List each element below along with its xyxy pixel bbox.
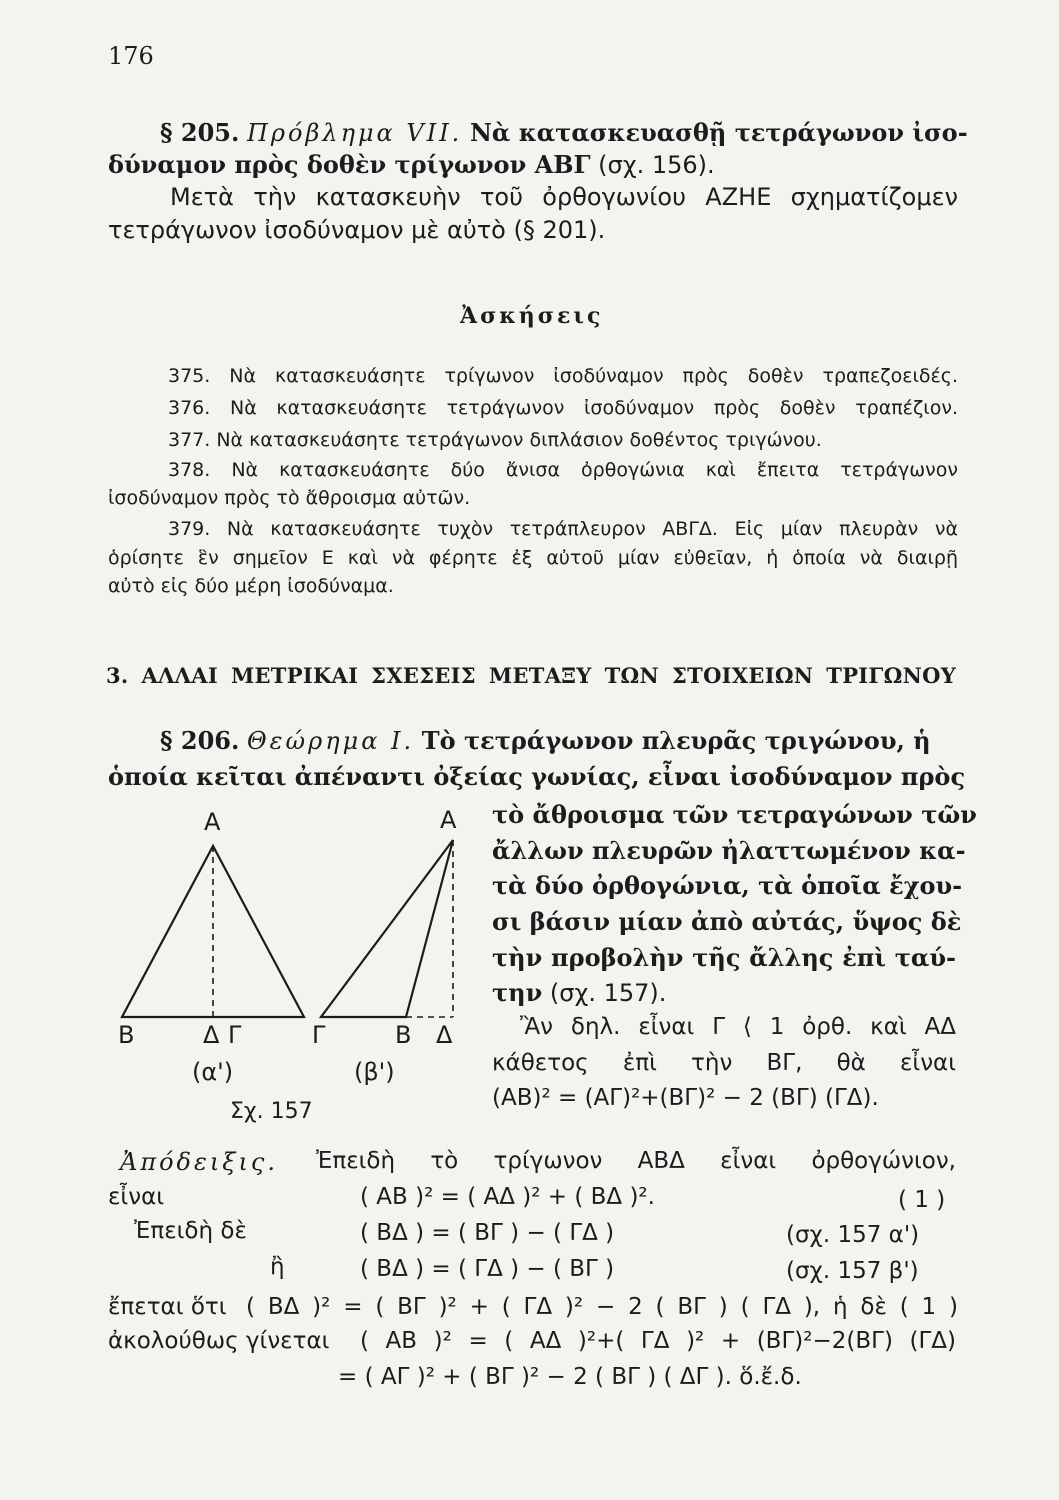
figure-157-b	[321, 840, 453, 1017]
section-205-line-2	[108, 150, 715, 179]
section-206-number: § 206.	[160, 726, 240, 755]
section-205-title-2: δύναμον πρὸς δοθὲν τρίγωνον ΑΒΓ	[108, 150, 591, 179]
proof-row-6-eq: = ( ΑΓ )² + ( ΒΓ )² − 2 ( ΒΓ ) ( ΔΓ ). ὅ.ἔ.δ.	[338, 1364, 802, 1390]
section-206-ref: (σχ. 157).	[549, 979, 667, 1007]
exercise-379-cont-2: αὐτὸ εἰς δύο μέρη ἰσοδύναμα.	[108, 575, 394, 597]
label-b-apex: Α	[440, 806, 457, 834]
section-206-line-1	[160, 726, 931, 755]
proof-row-2-eq: ( ΒΔ ) = ( ΒΓ ) − ( ΓΔ )	[360, 1220, 615, 1246]
section-205-ref: (σχ. 156).	[598, 151, 715, 179]
exercise-377: 377. Νὰ κατασκευάσητε τετράγωνον διπλάσιον δοθέντος τριγώνου.	[168, 429, 822, 451]
section-206-text-3: τὸ ἄθροισμα τῶν τετραγώνων τῶν	[492, 800, 977, 829]
section-205-line-1	[160, 118, 968, 147]
exercises-heading: Ἀσκήσεις	[460, 303, 604, 329]
figure-157-a	[122, 846, 304, 1017]
section-206-text-6: σι βάσιν μίαν ἀπὸ αὐτάς, ὕψος δὲ	[492, 907, 962, 936]
figure-caption: Σχ. 157	[230, 1099, 313, 1124]
figure-left-caption: (α')	[192, 1058, 234, 1086]
proof-row-3-left: ἢ	[270, 1254, 285, 1280]
section-206-text-8	[492, 978, 666, 1007]
section-206-last-word: την	[492, 978, 543, 1007]
label-b-b: Β	[395, 1021, 412, 1049]
section-205-body-2: τετράγωνον ἰσοδύναμον μὲ αὐτὸ (§ 201).	[108, 216, 606, 244]
proof-row-1-ref: ( 1 )	[898, 1187, 946, 1213]
label-a-apex: Α	[204, 808, 221, 836]
chapter-heading: 3. ΑΛΛΑΙ ΜΕΤΡΙΚΑΙ ΣΧΕΣΕΙΣ ΜΕΤΑΞΥ ΤΩΝ ΣΤΟΙΧΕΙΩΝ ΤΡΙΓΩΝΟΥ	[106, 663, 956, 688]
section-206-if-2: κάθετος ἐπὶ τὴν ΒΓ, θὰ εἶναι	[492, 1050, 956, 1076]
section-206-text-2: ὁποία κεῖται ἀπέναντι ὀξείας γωνίας, εἶναι ἰσοδύναμον πρὸς	[108, 762, 966, 791]
exercise-376: 376. Νὰ κατασκευάσητε τετράγωνον ἰσοδύναμον πρὸς δοθὲν τραπέζιον.	[168, 397, 958, 419]
figure-right-caption: (β')	[354, 1058, 395, 1086]
label-a-b: Β	[118, 1021, 135, 1049]
proof-intro: Ἐπειδὴ τὸ τρίγωνον ΑΒΔ εἶναι ὀρθογώνιον,	[316, 1148, 956, 1174]
proof-row-5-left: ἀκολούθως γίνεται	[108, 1328, 330, 1354]
section-205-body-1: Μετὰ τὴν κατασκευὴν τοῦ ὀρθογωνίου ΑΖΗΕ σχηματίζομεν	[170, 183, 958, 211]
section-206-text-1: Τὸ τετράγωνον πλευρᾶς τριγώνου, ἡ	[421, 726, 931, 755]
proof-row-4-left: ἔπεται ὅτι	[108, 1294, 227, 1320]
section-206-text-4: ἄλλων πλευρῶν ἠλαττωμένον κα-	[492, 836, 966, 865]
proof-row-4-eq: ( ΒΔ )² = ( ΒΓ )² + ( ΓΔ )² − 2 ( ΒΓ ) ( ΓΔ ), ἡ δὲ ( 1 )	[246, 1294, 958, 1320]
section-206-formula: (ΑΒ)² = (ΑΓ)²+(ΒΓ)² − 2 (ΒΓ) (ΓΔ).	[492, 1085, 879, 1111]
exercise-378: 378. Νὰ κατασκευάσητε δύο ἄνισα ὀρθογώνια καὶ ἔπειτα τετράγωνον	[168, 459, 958, 481]
label-a-d: Δ	[203, 1021, 220, 1049]
proof-label: Ἀπόδειξις.	[120, 1148, 278, 1176]
section-206-label: Θεώρημα I.	[247, 727, 415, 755]
section-205-number: § 205.	[160, 118, 240, 147]
section-205-label: Πρόβλημα VII.	[247, 119, 463, 147]
figure-157	[104, 800, 484, 1130]
label-b-d: Δ	[436, 1021, 453, 1049]
proof-row-5-eq: ( ΑΒ )² = ( ΑΔ )²+( ΓΔ )² + (ΒΓ)²−2(ΒΓ) (ΓΔ)	[360, 1328, 956, 1354]
proof-row-3-eq: ( ΒΔ ) = ( ΓΔ ) − ( ΒΓ )	[360, 1256, 615, 1282]
exercise-378-cont: ἰσοδύναμον πρὸς τὸ ἄθροισμα αὐτῶν.	[108, 487, 471, 509]
proof-row-1-left: εἶναι	[108, 1184, 165, 1210]
page-number: 176	[108, 42, 154, 70]
section-206-if-1: Ἂν δηλ. εἶναι Γ ⟨ 1 ὀρθ. καὶ ΑΔ	[520, 1014, 956, 1040]
section-206-text-7: τὴν προβολὴν τῆς ἄλλης ἐπὶ ταύ-	[492, 943, 956, 972]
proof-row-3-ref: (σχ. 157 β')	[786, 1258, 919, 1284]
section-206-text-5: τὰ δύο ὀρθογώνια, τὰ ὁποῖα ἔχου-	[492, 871, 963, 900]
section-205-title-1: Νὰ κατασκευασθῇ τετράγωνον ἰσο-	[469, 118, 968, 147]
proof-row-1-eq: ( ΑΒ )² = ( ΑΔ )² + ( ΒΔ )².	[360, 1184, 655, 1210]
triangle-b	[321, 840, 453, 1017]
proof-row-2-ref: (σχ. 157 α')	[786, 1222, 920, 1248]
proof-row-2-left: Ἐπειδὴ δὲ	[134, 1218, 247, 1244]
exercise-375: 375. Νὰ κατασκευάσητε τρίγωνον ἰσοδύναμον πρὸς δοθὲν τραπεζοειδές.	[168, 365, 958, 387]
exercise-379-cont-1: ὁρίσητε ἓν σημεῖον Ε καὶ νὰ φέρητε ἐξ αὐτοῦ μίαν εὐθεῖαν, ἡ ὁποία νὰ διαιρῇ	[108, 547, 958, 569]
label-a-g: Γ	[228, 1021, 242, 1049]
label-b-g: Γ	[312, 1021, 326, 1049]
exercise-379: 379. Νὰ κατασκευάσητε τυχὸν τετράπλευρον ΑΒΓΔ. Εἰς μίαν πλευρὰν νὰ	[168, 518, 958, 540]
